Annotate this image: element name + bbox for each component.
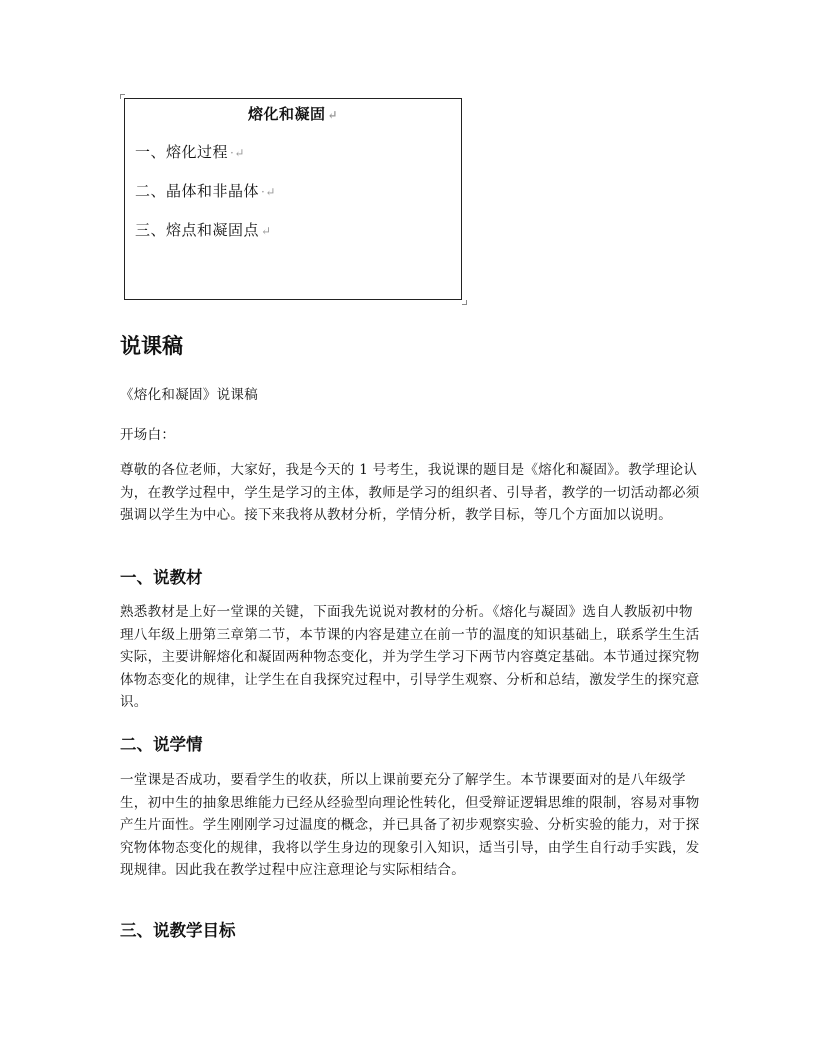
section-heading: 三、说教学目标 xyxy=(120,921,236,940)
textbox-title: 熔化和凝固 ↵ xyxy=(247,105,339,123)
section-paragraph: 熟悉教材是上好一堂课的关键，下面我先说说对教材的分析。《熔化与凝固》选自人教版初中物理八年级上册第三章第二节，本节课的内容是建立在前一节的温度的知识基础上，联系学生生活实际，主要讲解熔化和凝固两种物态变化，并为学生学习下两节内容奠定基础。本节通过探究物体物态变化的规律，让学生在自我探究过程中，引导学生观察、分析和总结，激发学生的探究意识。 xyxy=(120,604,700,710)
textbox-corner-mark xyxy=(462,300,467,305)
outline-textbox xyxy=(124,98,462,300)
section-paragraph: 一堂课是否成功，要看学生的收获，所以上课前要充分了解学生。本节课要面对的是八年级学生，初中生的抽象思维能力已经从经验型向理论性转化，但受辩证逻辑思维的限制，容易对事物产生片面性。学生刚刚学习过温度的概念，并已具备了初步观察实验、分析实验的能力，对于探究物体物态变化的规律，我将以学生身边的现象引入知识，适当引导，由学生自行动手实践，发现规律。因此我在教学过程中应注意理论与实际相结合。 xyxy=(120,772,700,878)
subtitle-paragraph: 《熔化和凝固》说课稿 xyxy=(120,387,258,403)
section-heading: 二、说学情 xyxy=(120,735,203,754)
textbox-item: 二、晶体和非晶体 ·↵ xyxy=(135,182,276,200)
textbox-item: 一、熔化过程 ·↵ xyxy=(135,143,245,161)
paragraph-mark-icon: ·↵ xyxy=(230,146,245,160)
opening-label: 开场白： xyxy=(120,427,176,443)
textbox-item: 三、熔点和凝固点 ↵ xyxy=(135,221,272,239)
paragraph-mark-icon: ↵ xyxy=(327,108,339,122)
opening-paragraph: 尊敬的各位老师，大家好，我是今天的 1 号考生，我说课的题目是《熔化和凝固》。教学理论认为，在教学过程中，学生是学习的主体，教师是学习的组织者、引导者，教学的一切活动都必须强调以学生为中心。接下来我将从教材分析，学情分析，教学目标，等几个方面加以说明。 xyxy=(120,462,700,523)
section-heading: 一、说教材 xyxy=(120,568,203,587)
page-title: 说课稿 xyxy=(120,334,183,358)
paragraph-mark-icon: ↵ xyxy=(261,224,272,238)
paragraph-mark-icon: ·↵ xyxy=(261,185,276,199)
